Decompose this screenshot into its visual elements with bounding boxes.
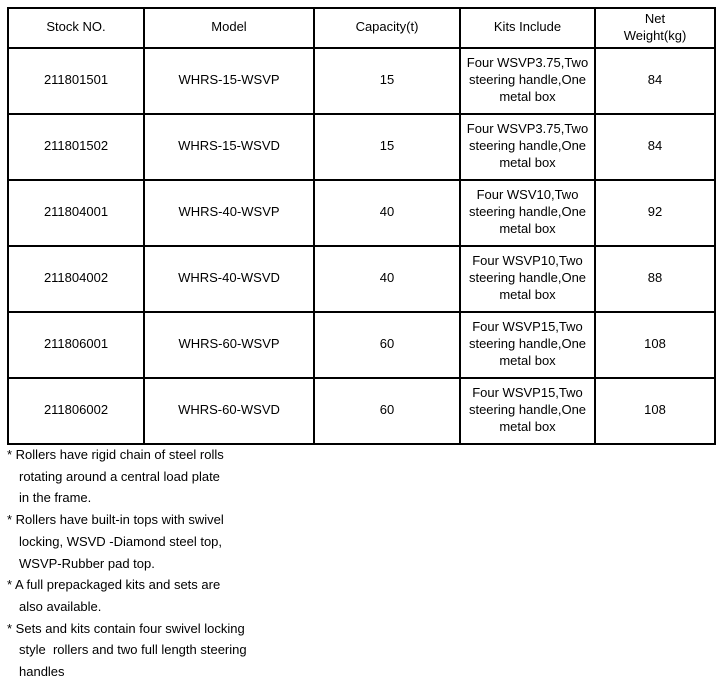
cell-capacity: 40: [314, 180, 460, 246]
table-row: [8, 48, 715, 114]
col-header-capacity: Capacity(t): [314, 8, 460, 48]
cell-kits-include: Four WSVP3.75,Two steering handle,One metal box: [460, 48, 595, 114]
cell-net-weight: 108: [595, 378, 715, 444]
cell-capacity: 60: [314, 378, 460, 444]
cell-kits-include: Four WSVP3.75,Two steering handle,One metal box: [460, 114, 595, 180]
cell-kits-include: Four WSVP15,Two steering handle,One metal box: [460, 378, 595, 444]
table-row: [8, 246, 715, 312]
footnote-line: * Rollers have built-in tops with swivel: [7, 512, 224, 528]
product-spec-table: [7, 7, 716, 445]
footnote-line: * A full prepackaged kits and sets are: [7, 577, 221, 593]
cell-stock-no: 211801502: [8, 114, 144, 180]
cell-capacity: 60: [314, 312, 460, 378]
col-header-kits-include: Kits Include: [460, 8, 595, 48]
cell-stock-no: 211804002: [8, 246, 144, 312]
cell-kits-include: Four WSV10,Two steering handle,One metal box: [460, 180, 595, 246]
cell-model: WHRS-15-WSVP: [144, 48, 314, 114]
cell-stock-no: 211804001: [8, 180, 144, 246]
cell-capacity: 15: [314, 48, 460, 114]
cell-model: WHRS-40-WSVD: [144, 246, 314, 312]
cell-stock-no: 211806001: [8, 312, 144, 378]
cell-model: WHRS-15-WSVD: [144, 114, 314, 180]
footnote-line: * Sets and kits contain four swivel locking: [7, 620, 245, 636]
cell-kits-include: Four WSVP15,Two steering handle,One metal box: [460, 312, 595, 378]
header-row: [8, 8, 715, 48]
table-row: [8, 180, 715, 246]
cell-model: WHRS-60-WSVP: [144, 312, 314, 378]
table-row: [8, 114, 715, 180]
net-weight-line2: Weight(kg): [623, 27, 687, 43]
footnote-line: rotating around a central load plate: [19, 468, 220, 484]
footnote-line: locking, WSVD -Diamond steel top,: [19, 533, 223, 549]
col-header-model: Model: [144, 8, 314, 48]
cell-net-weight: 84: [595, 48, 715, 114]
footnote-line: style rollers and two full length steering: [19, 642, 247, 658]
cell-model: WHRS-60-WSVD: [144, 378, 314, 444]
cell-stock-no: 211806002: [8, 378, 144, 444]
col-header-net-weight: [595, 8, 715, 48]
footnote-line: * Rollers have rigid chain of steel rolls: [7, 447, 224, 462]
cell-kits-include: Four WSVP10,Two steering handle,One metal box: [460, 246, 595, 312]
footnote-line: also available.: [19, 598, 102, 614]
cell-model: WHRS-40-WSVP: [144, 180, 314, 246]
cell-net-weight: 84: [595, 114, 715, 180]
table-row: [8, 378, 715, 444]
cell-stock-no: 211801501: [8, 48, 144, 114]
footnotes: [7, 444, 247, 683]
footnote-line: in the frame.: [19, 490, 92, 506]
cell-net-weight: 92: [595, 180, 715, 246]
cell-capacity: 40: [314, 246, 460, 312]
net-weight-line1: Net: [644, 11, 666, 26]
table-row: [8, 312, 715, 378]
footnote-line: handles: [19, 664, 65, 680]
footnote-line: WSVP-Rubber pad top.: [19, 555, 155, 571]
cell-net-weight: 108: [595, 312, 715, 378]
cell-net-weight: 88: [595, 246, 715, 312]
cell-capacity: 15: [314, 114, 460, 180]
col-header-stock-no: Stock NO.: [8, 8, 144, 48]
